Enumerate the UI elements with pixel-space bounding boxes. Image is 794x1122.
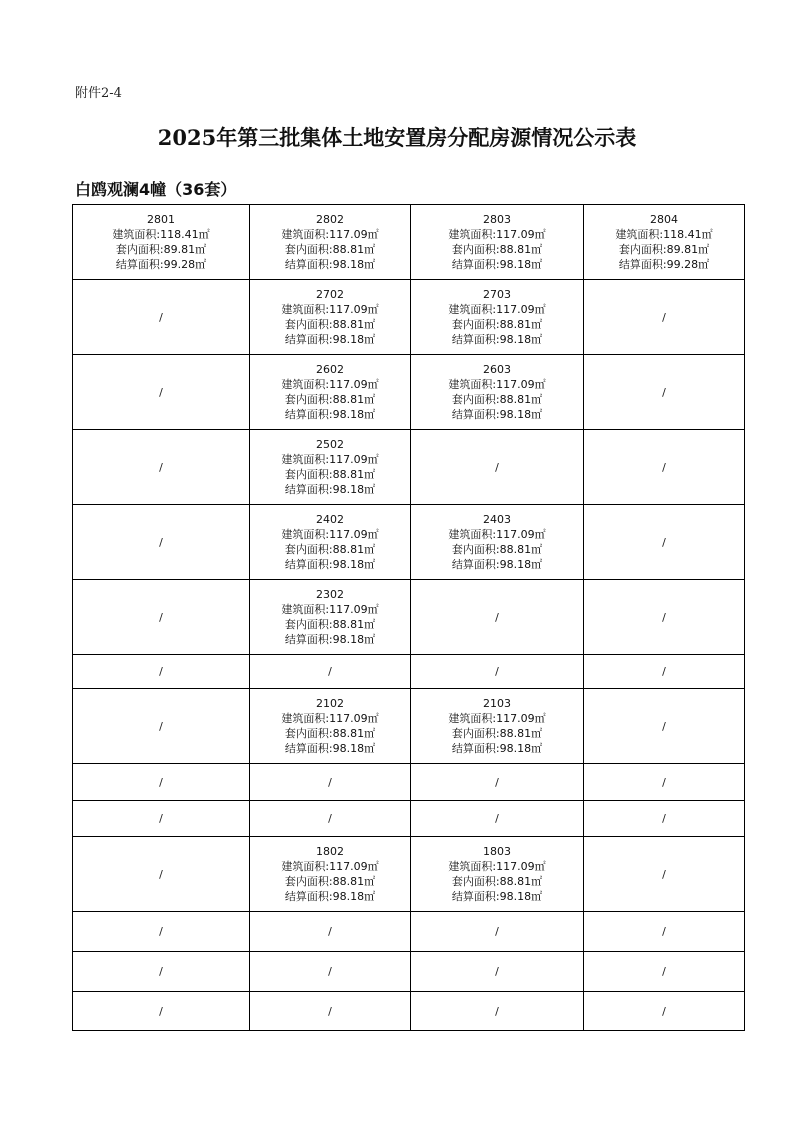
empty-cell: [73, 580, 250, 655]
empty-cell: [411, 430, 584, 505]
table-row: [73, 912, 745, 952]
empty-cell: [73, 689, 250, 764]
slash-mark: /: [328, 925, 332, 938]
slash-mark: /: [662, 665, 666, 678]
unit-cell: [250, 837, 411, 912]
unit-info: [411, 844, 583, 904]
empty-cell: [584, 992, 745, 1031]
building-area: 建筑面积:118.41㎡: [615, 228, 713, 241]
unit-cell: [411, 689, 584, 764]
inner-area: 套内面积:88.81㎡: [284, 468, 376, 481]
table-row: [73, 280, 745, 355]
settlement-area: 结算面积:98.18㎡: [284, 483, 376, 496]
building-area: 建筑面积:117.09㎡: [281, 712, 379, 725]
inner-area: 套内面积:88.81㎡: [451, 243, 543, 256]
unit-info: [411, 362, 583, 422]
unit-info: [250, 512, 410, 572]
slash-mark: /: [159, 775, 163, 789]
unit-info: [411, 512, 583, 572]
empty-cell: [584, 280, 745, 355]
unit-cell: [250, 205, 411, 280]
slash-mark: /: [662, 867, 666, 881]
slash-mark: /: [159, 460, 163, 474]
table-row: [73, 580, 745, 655]
slash-mark: /: [159, 385, 163, 399]
unit-info: [411, 696, 583, 756]
unit-number: 2703: [483, 288, 511, 301]
slash-mark: /: [328, 775, 332, 789]
slash-mark: /: [662, 385, 666, 399]
unit-info: [250, 362, 410, 422]
empty-cell: [584, 764, 745, 801]
unit-number: 2102: [316, 697, 344, 710]
empty-cell: [584, 580, 745, 655]
empty-cell: [250, 912, 411, 952]
table-row: [73, 764, 745, 801]
empty-cell: [411, 655, 584, 689]
slash-mark: /: [662, 1004, 666, 1018]
unit-cell: [250, 355, 411, 430]
empty-cell: [250, 952, 411, 992]
settlement-area: 结算面积:98.18㎡: [284, 890, 376, 903]
table-row: [73, 430, 745, 505]
slash-mark: /: [159, 1004, 163, 1018]
empty-cell: [584, 801, 745, 837]
settlement-area: 结算面积:98.18㎡: [284, 633, 376, 646]
building-area: 建筑面积:117.09㎡: [448, 860, 546, 873]
slash-mark: /: [328, 812, 332, 825]
building-subtitle: 白鸥观澜4幢（36套）: [75, 180, 237, 199]
slash-mark: /: [495, 812, 499, 825]
unit-info: [411, 287, 583, 347]
inner-area: 套内面积:88.81㎡: [284, 318, 376, 331]
unit-number: 2502: [316, 438, 344, 451]
inner-area: 套内面积:88.81㎡: [284, 393, 376, 406]
slash-mark: /: [159, 925, 163, 938]
table-row: [73, 837, 745, 912]
empty-cell: [73, 952, 250, 992]
empty-cell: [411, 952, 584, 992]
empty-cell: [250, 992, 411, 1031]
empty-cell: [411, 580, 584, 655]
unit-number: 2804: [650, 213, 678, 226]
table-row: [73, 655, 745, 689]
empty-cell: [411, 992, 584, 1031]
unit-number: 2802: [316, 213, 344, 226]
slash-mark: /: [159, 965, 163, 978]
table-row: [73, 801, 745, 837]
building-area: 建筑面积:117.09㎡: [448, 228, 546, 241]
unit-info: [250, 212, 410, 272]
slash-mark: /: [328, 665, 332, 678]
empty-cell: [73, 655, 250, 689]
settlement-area: 结算面积:98.18㎡: [284, 558, 376, 571]
settlement-area: 结算面积:98.18㎡: [451, 558, 543, 571]
page-title: 2025年第三批集体土地安置房分配房源情况公示表: [157, 125, 637, 150]
settlement-area: 结算面积:98.18㎡: [284, 742, 376, 755]
slash-mark: /: [159, 535, 163, 549]
unit-info: [250, 587, 410, 647]
empty-cell: [73, 430, 250, 505]
settlement-area: 结算面积:99.28㎡: [115, 258, 207, 271]
unit-cell: [250, 280, 411, 355]
empty-cell: [584, 505, 745, 580]
building-area: 建筑面积:117.09㎡: [281, 378, 379, 391]
slash-mark: /: [495, 775, 499, 789]
unit-number: 2602: [316, 363, 344, 376]
unit-cell: [250, 689, 411, 764]
unit-cell: [411, 505, 584, 580]
unit-cell: [584, 205, 745, 280]
empty-cell: [250, 655, 411, 689]
building-area: 建筑面积:117.09㎡: [281, 303, 379, 316]
building-area: 建筑面积:117.09㎡: [281, 860, 379, 873]
unit-info: [250, 287, 410, 347]
unit-info: [250, 437, 410, 497]
inner-area: 套内面积:88.81㎡: [284, 727, 376, 740]
slash-mark: /: [495, 965, 499, 978]
settlement-area: 结算面积:98.18㎡: [284, 258, 376, 271]
empty-cell: [73, 801, 250, 837]
attachment-label: 附件2-4: [75, 86, 122, 101]
inner-area: 套内面积:88.81㎡: [284, 875, 376, 888]
empty-cell: [73, 505, 250, 580]
empty-cell: [584, 952, 745, 992]
unit-number: 2402: [316, 513, 344, 526]
inner-area: 套内面积:88.81㎡: [451, 875, 543, 888]
inner-area: 套内面积:88.81㎡: [451, 727, 543, 740]
inner-area: 套内面积:89.81㎡: [115, 243, 207, 256]
housing-table: [72, 204, 745, 1031]
slash-mark: /: [662, 965, 666, 978]
empty-cell: [584, 689, 745, 764]
inner-area: 套内面积:88.81㎡: [451, 543, 543, 556]
building-area: 建筑面积:117.09㎡: [448, 303, 546, 316]
slash-mark: /: [662, 719, 666, 733]
slash-mark: /: [159, 610, 163, 624]
unit-info: [411, 212, 583, 272]
building-area: 建筑面积:117.09㎡: [281, 603, 379, 616]
empty-cell: [411, 801, 584, 837]
inner-area: 套内面积:88.81㎡: [284, 618, 376, 631]
empty-cell: [250, 801, 411, 837]
slash-mark: /: [662, 535, 666, 549]
table-row: [73, 952, 745, 992]
settlement-area: 结算面积:98.18㎡: [451, 742, 543, 755]
slash-mark: /: [328, 965, 332, 978]
slash-mark: /: [495, 665, 499, 678]
empty-cell: [73, 355, 250, 430]
settlement-area: 结算面积:98.18㎡: [284, 333, 376, 346]
settlement-area: 结算面积:98.18㎡: [284, 408, 376, 421]
inner-area: 套内面积:89.81㎡: [618, 243, 710, 256]
slash-mark: /: [495, 925, 499, 938]
slash-mark: /: [495, 610, 499, 624]
settlement-area: 结算面积:98.18㎡: [451, 333, 543, 346]
building-area: 建筑面积:117.09㎡: [448, 712, 546, 725]
unit-number: 2302: [316, 588, 344, 601]
empty-cell: [73, 764, 250, 801]
slash-mark: /: [662, 460, 666, 474]
unit-info: [73, 212, 249, 272]
building-area: 建筑面积:117.09㎡: [281, 228, 379, 241]
settlement-area: 结算面积:98.18㎡: [451, 890, 543, 903]
slash-mark: /: [662, 812, 666, 825]
inner-area: 套内面积:88.81㎡: [451, 318, 543, 331]
slash-mark: /: [159, 310, 163, 324]
unit-cell: [411, 837, 584, 912]
unit-number: 2801: [147, 213, 175, 226]
unit-number: 2603: [483, 363, 511, 376]
empty-cell: [411, 912, 584, 952]
unit-number: 2702: [316, 288, 344, 301]
unit-number: 1802: [316, 845, 344, 858]
building-area: 建筑面积:117.09㎡: [281, 528, 379, 541]
slash-mark: /: [328, 1004, 332, 1018]
empty-cell: [584, 912, 745, 952]
slash-mark: /: [662, 775, 666, 789]
building-area: 建筑面积:117.09㎡: [448, 378, 546, 391]
slash-mark: /: [159, 812, 163, 825]
unit-cell: [250, 505, 411, 580]
slash-mark: /: [159, 665, 163, 678]
empty-cell: [73, 837, 250, 912]
slash-mark: /: [495, 1004, 499, 1018]
slash-mark: /: [662, 925, 666, 938]
unit-cell: [411, 205, 584, 280]
empty-cell: [584, 430, 745, 505]
unit-info: [250, 844, 410, 904]
unit-cell: [250, 580, 411, 655]
settlement-area: 结算面积:98.18㎡: [451, 258, 543, 271]
slash-mark: /: [495, 460, 499, 474]
building-area: 建筑面积:117.09㎡: [281, 453, 379, 466]
table-row: [73, 505, 745, 580]
empty-cell: [73, 992, 250, 1031]
empty-cell: [250, 764, 411, 801]
empty-cell: [584, 355, 745, 430]
unit-info: [250, 696, 410, 756]
table-row: [73, 992, 745, 1031]
empty-cell: [411, 764, 584, 801]
unit-cell: [250, 430, 411, 505]
settlement-area: 结算面积:99.28㎡: [618, 258, 710, 271]
table-row: [73, 355, 745, 430]
slash-mark: /: [159, 867, 163, 881]
unit-number: 2803: [483, 213, 511, 226]
unit-number: 1803: [483, 845, 511, 858]
empty-cell: [584, 837, 745, 912]
building-area: 建筑面积:118.41㎡: [112, 228, 210, 241]
slash-mark: /: [662, 310, 666, 324]
inner-area: 套内面积:88.81㎡: [451, 393, 543, 406]
settlement-area: 结算面积:98.18㎡: [451, 408, 543, 421]
unit-cell: [73, 205, 250, 280]
unit-number: 2103: [483, 697, 511, 710]
unit-number: 2403: [483, 513, 511, 526]
building-area: 建筑面积:117.09㎡: [448, 528, 546, 541]
table-row: [73, 205, 745, 280]
unit-cell: [411, 280, 584, 355]
slash-mark: /: [159, 719, 163, 733]
unit-info: [584, 212, 744, 272]
unit-cell: [411, 355, 584, 430]
empty-cell: [73, 280, 250, 355]
inner-area: 套内面积:88.81㎡: [284, 243, 376, 256]
empty-cell: [73, 912, 250, 952]
slash-mark: /: [662, 610, 666, 624]
empty-cell: [584, 655, 745, 689]
table-row: [73, 689, 745, 764]
inner-area: 套内面积:88.81㎡: [284, 543, 376, 556]
